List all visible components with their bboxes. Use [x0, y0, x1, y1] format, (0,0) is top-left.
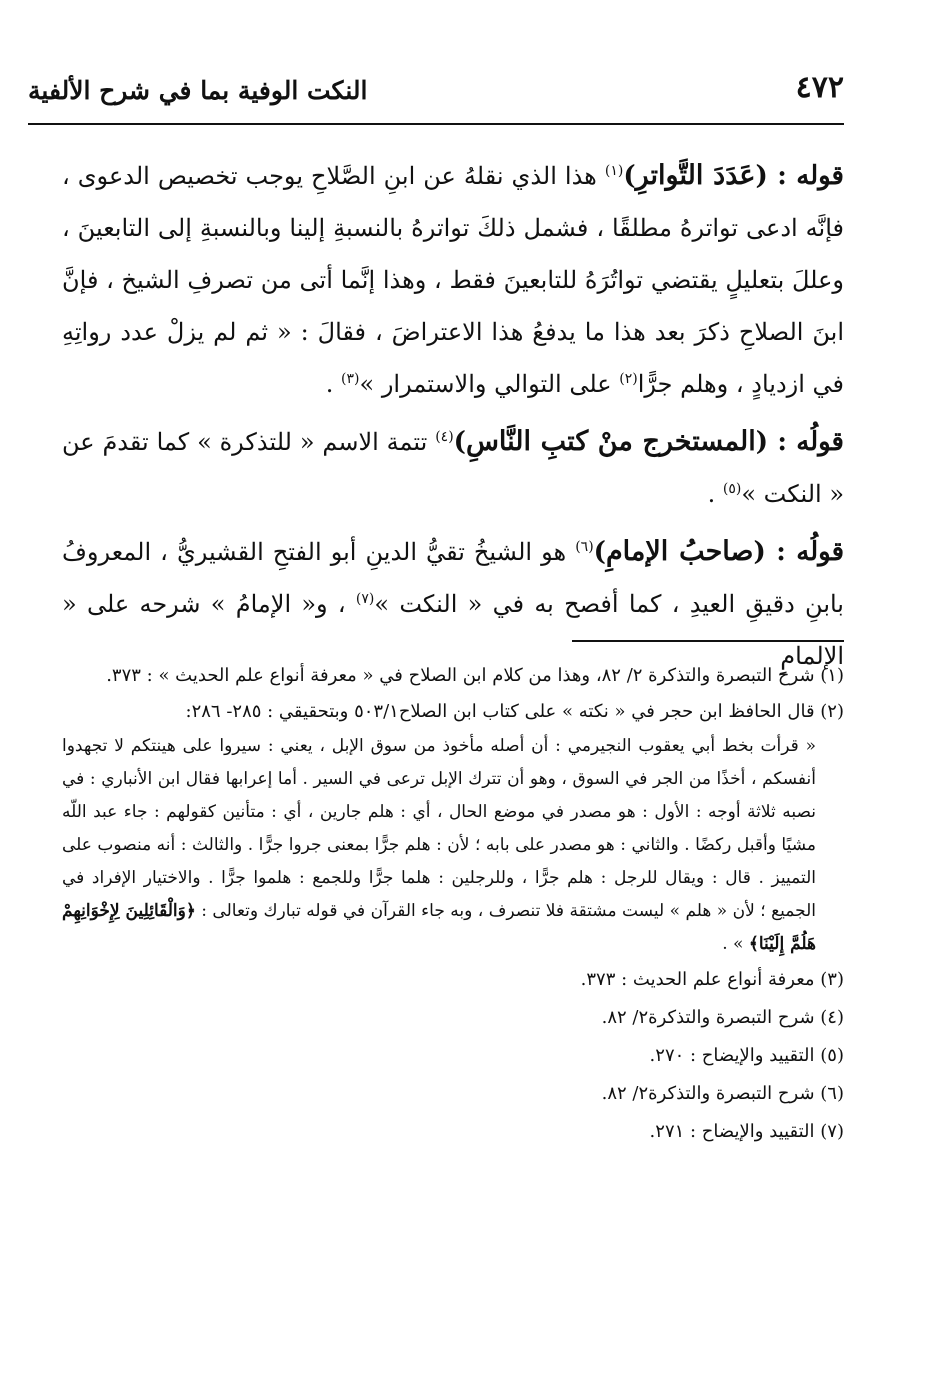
- footnote-2-quote: [62, 730, 844, 961]
- paragraph-text: ، و« الإمامُ » شرحه على « الإلمامِ: [62, 590, 844, 670]
- footnote-ref: (٤): [435, 429, 454, 445]
- footnote-rule: [572, 640, 844, 642]
- footnote-quote-text: « قرأت بخط أبي يعقوب النجيرمي : أن أصله مأخوذ من سوق الإبل ، يعني : سيروا على هينتكم لا تجهدوا أنفسكم ، أخذًا من الجر في السوق ، وهو أن تترك الإبل ترعى في السير . أما إعرابها فقال ابن الأنباري : في نصبه ثلاثة أوجه : الأول : هو مصدر في موضع الحال ، أي : هلم جارين ، أي : متأنين كقولهم : جاء عبد اللّه مشيًا وأقبل ركضًا . والثاني : هو مصدر على بابه ؛ لأن : هلم جرًّا بمعنى جروا جرًّا . والثالث : أنه منصوب على التمييز . قال : ويقال للرجل : هلم جرًّا ، وللرجلين : هلما جرًّا وللجمع : هلموا جرًّا . والاختيار الإفراد في الجميع ؛ لأن « هلم » ليست مشتقة فلا تنصرف ، وبه جاء القرآن في قوله تبارك وتعالى :: [62, 736, 816, 921]
- footnote-ref: (٦): [575, 539, 594, 555]
- paragraph-2: [62, 416, 844, 520]
- footnote-ref: (٥): [722, 481, 742, 497]
- footnote-7: (٧) التقييد والإيضاح : ٢٧١.: [649, 1121, 844, 1142]
- footnote-1: (١) شرح التبصرة والتذكرة ٢/ ٨٢، وهذا من كلام ابن الصلاح في « معرفة أنواع علم الحديث » : ٣٧٣.: [106, 665, 844, 686]
- footnote-ref: (١): [604, 163, 624, 179]
- lemma-lead: قولُه : (: [753, 537, 845, 567]
- lemma-close: ): [593, 537, 606, 567]
- page-header: [28, 70, 844, 122]
- footnote-ref: (٧): [355, 591, 375, 607]
- lemma: صاحبُ الإمامِ: [605, 536, 754, 567]
- footnote-ref: (٢): [619, 371, 638, 387]
- footnote-3: (٣) معرفة أنواع علم الحديث : ٣٧٣.: [580, 969, 844, 990]
- footnote-ref: (٣): [341, 371, 360, 387]
- lemma: المستخرج منْ كتبِ النَّاسِ: [465, 426, 756, 457]
- paragraph-end: .: [707, 480, 723, 508]
- paragraph-text: هو الشيخُ تقيُّ الدينِ أبو الفتحِ القشيريُّ ، المعروفُ بابنِ دقيقِ العيدِ ، كما أفصح به في « النكت »: [62, 538, 844, 618]
- paragraph-text: هذا الذي نقلهُ عن ابنِ الصَّلاحِ يوجب تخصيص الدعوى ، فإنَّه ادعى تواترهُ مطلقًا ، فشمل ذلكَ تواترهُ بالنسبةِ إلينا وبالنسبةِ إلى التابعينَ ، وعللَ بتعليلٍ يقتضي تواتُرَهُ للتابعينَ فقط ، وهذا إنَّما أتى من تصرفِ الشيخ ، فإنَّ ابنَ الصلاحِ ذكرَ بعد هذا ما يدفعُ هذا الاعتراضَ ، فقالَ : « ثم لم يزلْ عدد رواتِهِ في ازديادٍ ، وهلم جرًّا: [62, 162, 844, 398]
- header-rule: [28, 123, 844, 125]
- lemma-close: ): [453, 427, 466, 457]
- paragraph-text: تتمة الاسم « للتذكرة » كما تقدمَ عن « النكت »: [62, 428, 844, 508]
- footnote-5: (٥) التقييد والإيضاح : ٢٧٠.: [649, 1045, 844, 1066]
- lemma-close: ): [623, 161, 636, 191]
- lemma-lead: قولُه : (: [755, 427, 844, 457]
- footnote-2-head: (٢) قال الحافظ ابن حجر في « نكته » على كتاب ابن الصلاح٥٠٣/١ وبتحقيقي : ٢٨٥- ٢٨٦:: [185, 701, 844, 722]
- paragraph-end: .: [325, 370, 342, 398]
- page-number: ٤٧٢: [795, 70, 844, 105]
- footnote-4: (٤) شرح التبصرة والتذكرة٢/ ٨٢.: [601, 1007, 844, 1028]
- running-title: النكت الوفية بما في شرح الألفية: [28, 76, 368, 105]
- quran-verse: ﴿وَالْقَائِلِينَ لِإِخْوَانِهِمْ هَلُمَّ إِلَيْنَا﴾: [62, 901, 816, 954]
- paragraph-text: على التوالي والاستمرار »: [359, 370, 620, 398]
- main-text: [62, 150, 844, 688]
- lemma-lead: قوله : (: [755, 161, 844, 191]
- footnote-6: (٦) شرح التبصرة والتذكرة٢/ ٨٢.: [601, 1083, 844, 1104]
- footnote-quote-end: » .: [722, 934, 749, 954]
- footnotes: [62, 658, 844, 1151]
- paragraph-1: [62, 150, 844, 410]
- lemma: عَدَدَ التَّواترِ: [635, 160, 756, 191]
